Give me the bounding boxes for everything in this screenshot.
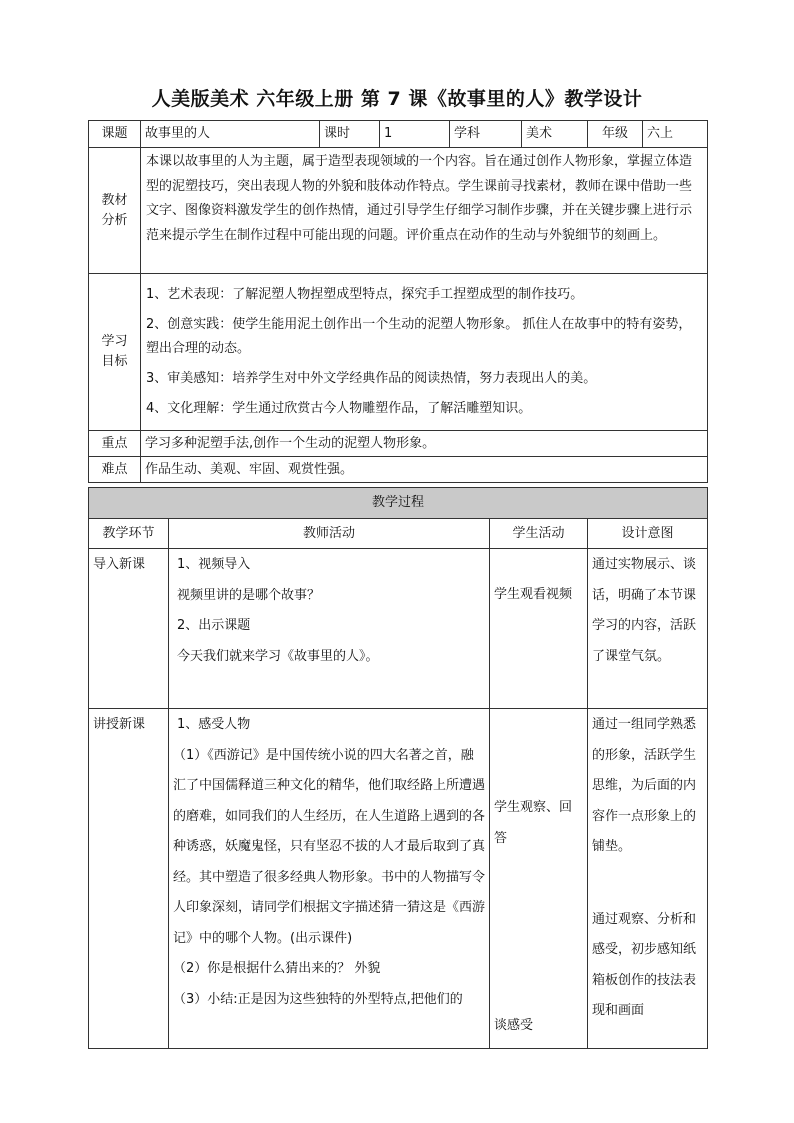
teacher-line: 今天我们就来学习《故事里的人》。 <box>177 648 379 664</box>
grade-label: 年级 <box>588 121 643 148</box>
student-activity: 学生观看视频 <box>490 549 588 709</box>
teacher-activity <box>169 709 490 1049</box>
intent-part: 通过一组同学熟悉的形象，活跃学生思维，为后面的内容作一点形象上的铺垫。 <box>592 717 697 854</box>
analysis-label-line2: 分析 <box>101 212 128 228</box>
analysis-label <box>89 148 141 274</box>
difficulty-label: 难点 <box>89 457 141 483</box>
goals-label-line2: 目标 <box>101 354 128 369</box>
student-activity <box>490 709 588 1049</box>
goals-list <box>141 274 708 431</box>
teacher-line: （3）小结:正是因为这些独特的外型特点,把他们的 <box>173 991 463 1007</box>
hours-value: 1 <box>380 121 450 148</box>
student-answer: 学生观察、回答 <box>494 800 573 846</box>
goal-item: 2、创意实践：使学生能用泥土创作出一个生动的泥塑人物形象。 抓住人在故事中的特有姿势，塑出合理的动态。 <box>146 317 692 356</box>
goals-label <box>89 274 141 431</box>
goal-item: 3、审美感知：培养学生对中外文学经典作品的阅读热情，努力表现出人的美。 <box>146 371 597 386</box>
goals-label-line1: 学习 <box>101 334 128 349</box>
column-header: 教师活动 <box>169 519 490 549</box>
analysis-text: 本课以故事里的人为主题，属于造型表现领域的一个内容。旨在通过创作人物形象，掌握立体造型的泥塑技巧，突出表现人物的外貌和肢体动作特点。学生课前寻找素材，教师在课中借助一些文字、图像资料激发学生的创作热情，通过引导学生仔细学习制作步骤，并在关键步骤上进行示范来提示学生在制作过程中可能出现的问题。评价重点在动作的生动与外貌细节的刻画上。 <box>141 148 708 274</box>
column-header: 学生活动 <box>490 519 588 549</box>
process-table <box>88 487 708 1049</box>
subject-label: 学科 <box>450 121 522 148</box>
course-label: 课题 <box>89 121 141 148</box>
intent-part: 通过观察、分析和感受，初步感知纸箱板创作的技法表现和画面 <box>592 911 697 1018</box>
process-header: 教学过程 <box>89 488 708 519</box>
teacher-line: 2、出示课题 <box>177 618 251 633</box>
subject-value: 美术 <box>522 121 588 148</box>
goal-item: 1、艺术表现：了解泥塑人物捏塑成型特点，探究手工捏塑成型的制作技巧。 <box>146 287 584 302</box>
student-feeling: 谈感受 <box>494 1018 534 1033</box>
analysis-label-line1: 教材 <box>101 192 128 208</box>
info-table <box>88 120 708 483</box>
teacher-line: （1）《西游记》是中国传统小说的四大名著之首，融汇了中国儒释道三种文化的精华，他们取经路上所遭遇的磨难，如同我们的人生经历，在人生道路上遇到的各种诱惑，妖魔鬼怪，只有坚忍不拔的人才最后取到了真经。其中塑造了很多经典人物形象。书中的人物描写令人印象深刻，请同学们根据文字描述猜一猜这是《西游记》中的哪个人物。(出示课件) <box>173 747 486 946</box>
page-title: 人美版美术 六年级上册 第 7 课《故事里的人》教学设计 <box>151 88 643 110</box>
grade-value: 六上 <box>643 121 708 148</box>
goal-item: 4、文化理解：学生通过欣赏古今人物雕塑作品，了解活雕塑知识。 <box>146 401 532 416</box>
teacher-activity <box>169 549 490 709</box>
design-intent: 通过实物展示、谈话，明确了本节课学习的内容，活跃了课堂气氛。 <box>588 549 708 709</box>
column-header: 教学环节 <box>89 519 169 549</box>
teacher-line: 1、感受人物 <box>177 717 251 732</box>
stage-cell: 导入新课 <box>89 549 169 709</box>
key-label: 重点 <box>89 431 141 457</box>
teacher-line: 视频里讲的是哪个故事？ <box>177 587 321 603</box>
stage-cell: 讲授新课 <box>89 709 169 1049</box>
teacher-line: （2）你是根据什么猜出来的？ 外貌 <box>173 961 381 976</box>
teacher-line: 1、视频导入 <box>177 557 251 572</box>
course-value: 故事里的人 <box>141 121 320 148</box>
difficulty-value: 作品生动、美观、牢固、观赏性强。 <box>141 457 708 483</box>
hours-label: 课时 <box>320 121 380 148</box>
column-header: 设计意图 <box>588 519 708 549</box>
design-intent <box>588 709 708 1049</box>
key-value: 学习多种泥塑手法,创作一个生动的泥塑人物形象。 <box>141 431 708 457</box>
